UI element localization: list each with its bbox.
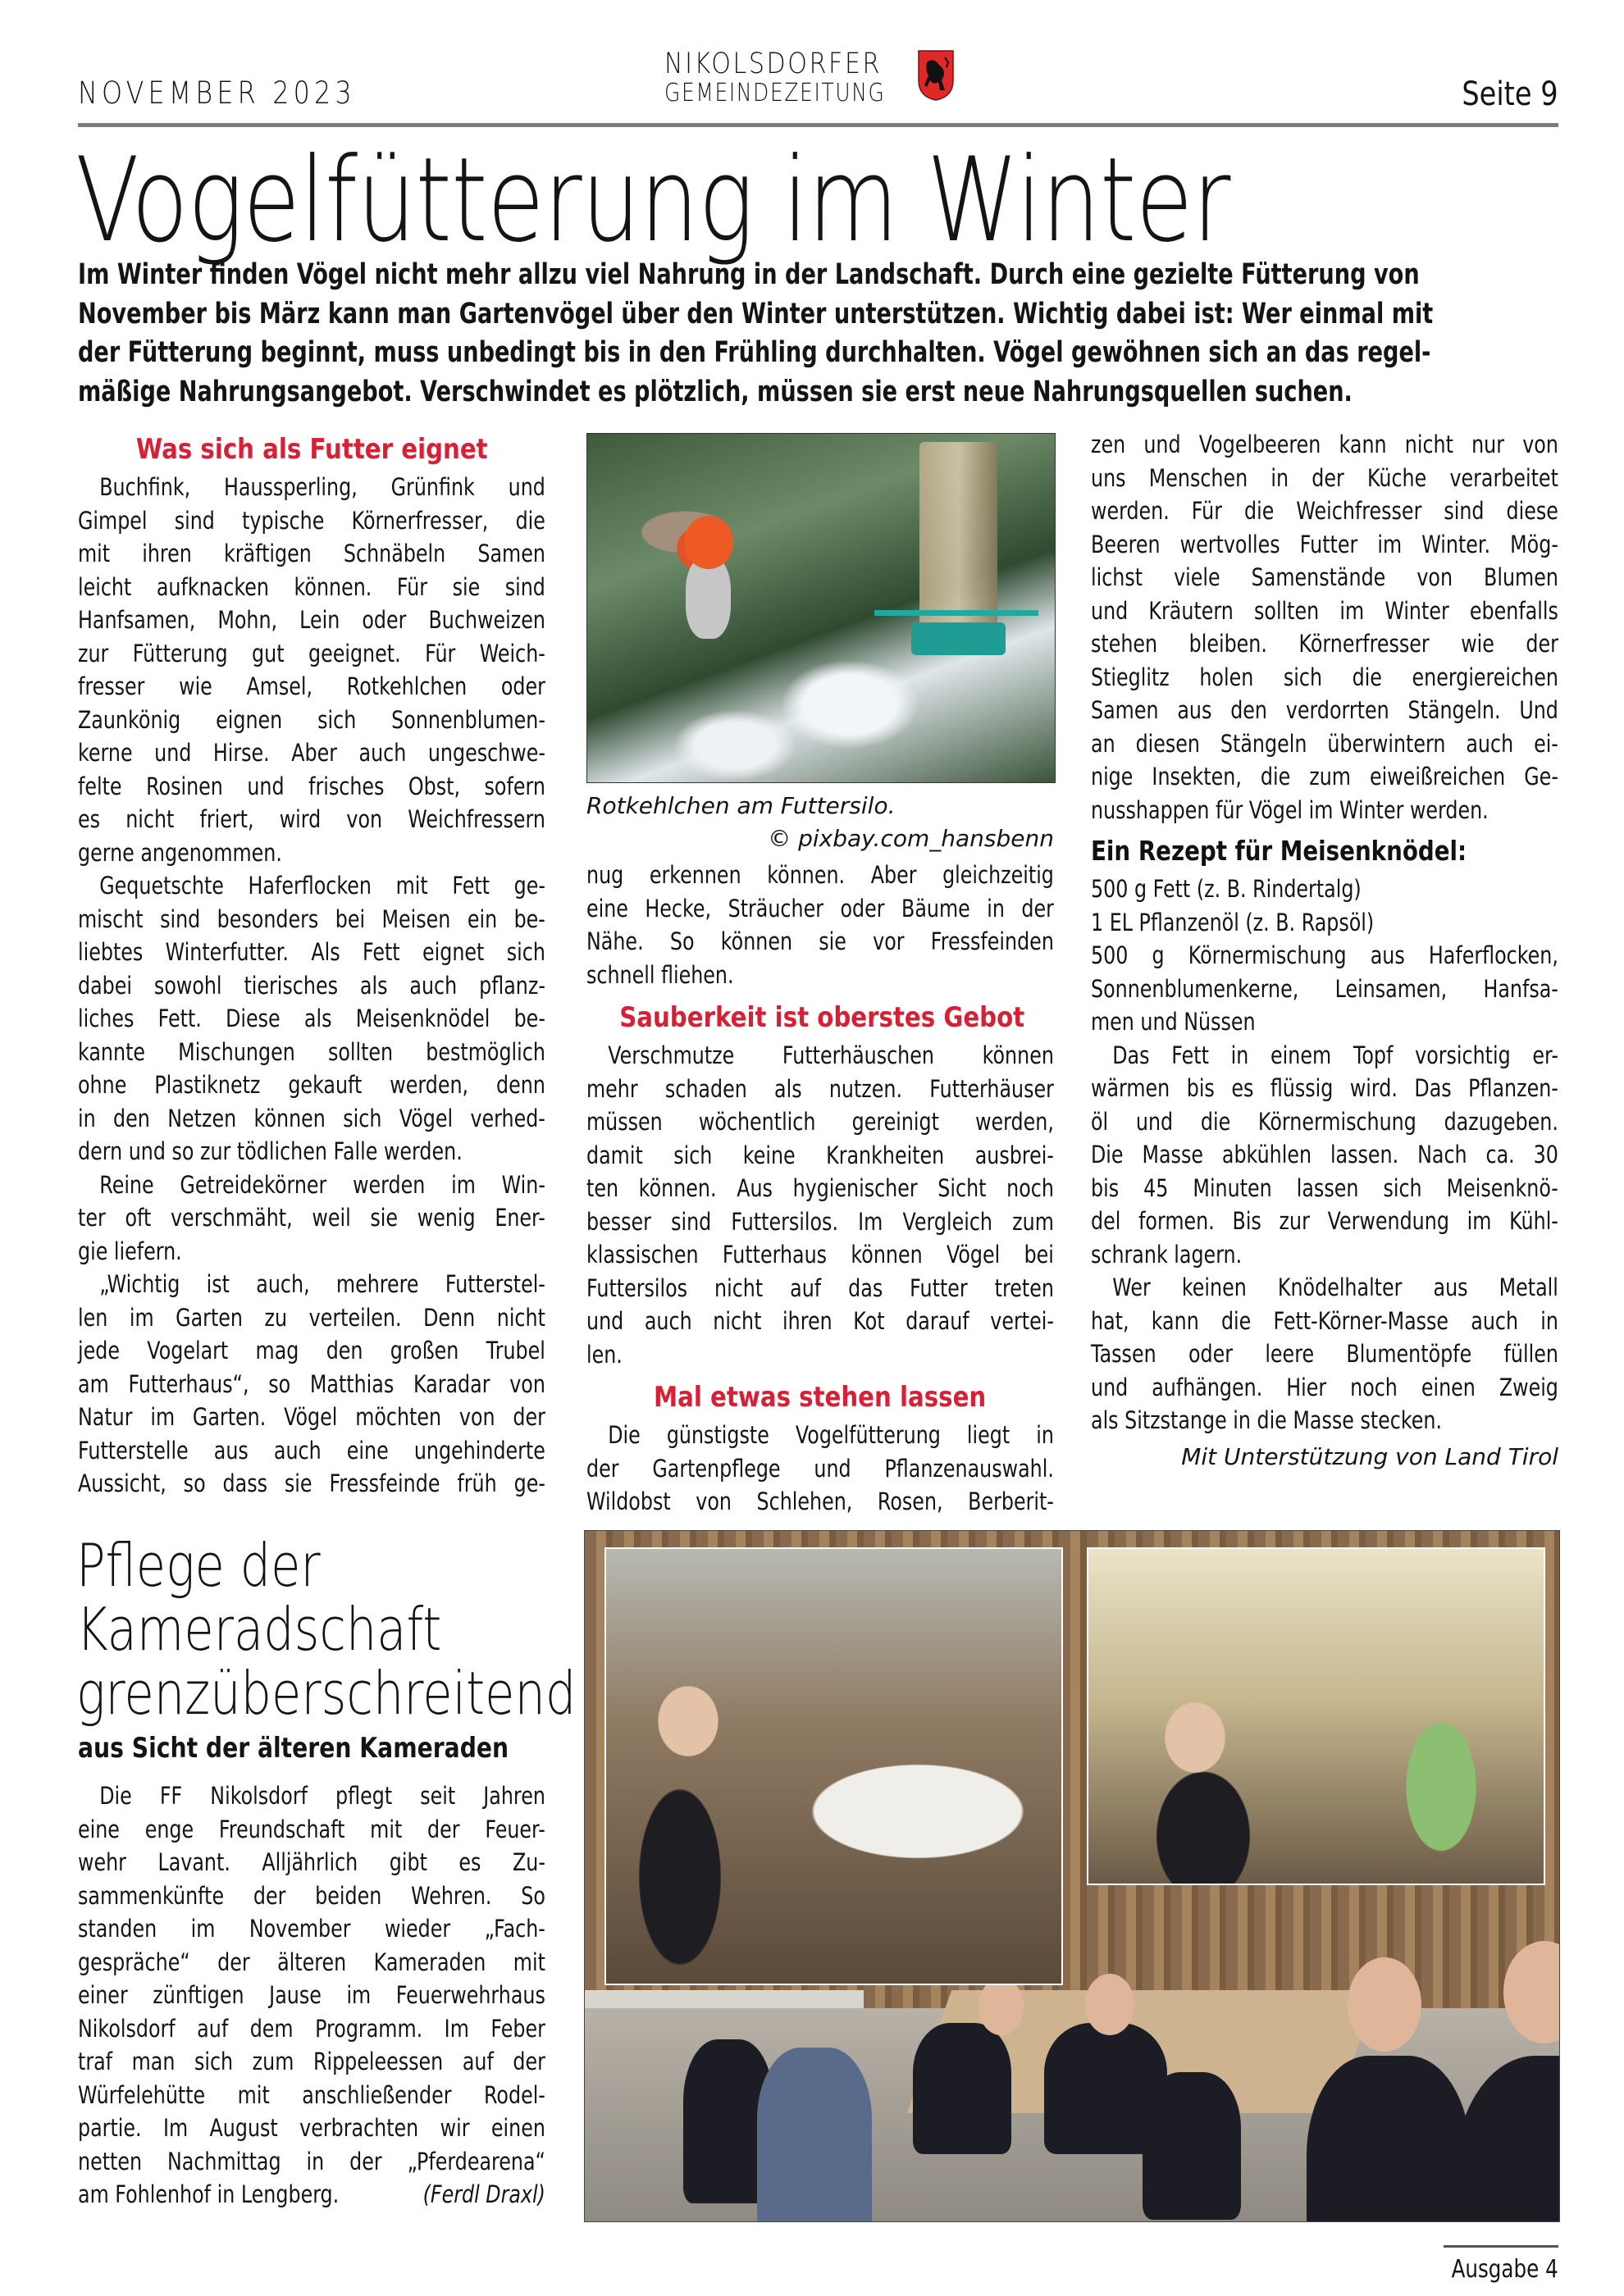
text-line: Buchfink, Haussperling, Grünfink und bbox=[99, 473, 545, 501]
text-line: an diesen Stängeln überwintern auch ei- bbox=[1091, 729, 1558, 758]
column-middle-body-c bbox=[586, 1419, 1054, 1519]
robin-photo bbox=[586, 433, 1056, 783]
inset-photo-indoor-1 bbox=[604, 1547, 1063, 1985]
text-line: ohne Plastiknetz gekauft werden, denn bbox=[78, 1071, 545, 1099]
text-line: sammenkünfte der beiden Wehren. So bbox=[78, 1881, 545, 1910]
photo-person bbox=[1143, 2072, 1241, 2220]
text-line: schrank lagern. bbox=[1091, 1240, 1243, 1269]
column-right-body-a bbox=[1091, 428, 1558, 827]
text-line: werden. Für die Weichfresser sind diese bbox=[1091, 497, 1558, 525]
text-line: Nikolsdorf auf dem Programm. Im Feber bbox=[78, 2014, 545, 2043]
ingredient-line: Sonnenblumenkerne, Leinsamen, Hanfsa- bbox=[1091, 974, 1558, 1003]
photo-person-standing bbox=[1307, 2056, 1471, 2222]
issue-number: Ausgabe 4 bbox=[1451, 2255, 1558, 2284]
text-line: nusshappen für Vögel im Winter werden. bbox=[1091, 795, 1489, 824]
text-line: Beeren wertvolles Futter im Winter. Mög- bbox=[1091, 530, 1558, 558]
page-number: Seite 9 bbox=[1462, 75, 1558, 113]
text-line: len im Garten zu verteilen. Denn nicht bbox=[78, 1303, 545, 1332]
photo-person bbox=[913, 2023, 1011, 2154]
text-line: Nähe. So können sie vor Fressfeinden bbox=[586, 927, 1054, 955]
photo-caption: Rotkehlchen am Futtersilo. bbox=[586, 792, 896, 819]
text-line: einer zünftigen Jause im Feuerwehrhaus bbox=[78, 1981, 545, 2009]
text-line: bis 45 Minuten lassen sich Meisenknö- bbox=[1091, 1173, 1558, 1202]
text-line: gie liefern. bbox=[78, 1237, 182, 1265]
ingredient-line: 1 EL Pflanzenöl (z. B. Rapsöl) bbox=[1091, 908, 1375, 936]
text-line: jede Vogelart mag den großen Trubel bbox=[78, 1337, 545, 1364]
feeder-silo bbox=[919, 442, 997, 631]
text-line: und Kräutern sollten im Winter ebenfalls bbox=[1091, 596, 1558, 625]
text-line: Hanfsamen, Mohn, Lein oder Buchweizen bbox=[78, 606, 545, 634]
text-line: liches Fett. Diese als Meisenknödel be- bbox=[78, 1004, 545, 1032]
text-line: stehen bleiben. Körnerfresser wie der bbox=[1091, 630, 1558, 658]
header-rule bbox=[78, 123, 1558, 127]
photo-face bbox=[1085, 1974, 1134, 2035]
text-line: Tassen oder leere Blumentöpfe füllen bbox=[1091, 1340, 1558, 1368]
text-line: ten können. Aus hygienischer Sicht noch bbox=[586, 1174, 1054, 1202]
inset-photo-indoor-2 bbox=[1087, 1547, 1545, 1885]
closing-line bbox=[78, 2178, 545, 2212]
section-heading-sauberkeit: Sauberkeit ist oberstes Gebot bbox=[619, 1001, 1025, 1034]
text-line: len. bbox=[586, 1340, 623, 1369]
text-line: gespräche“ der älteren Kameraden mit bbox=[78, 1947, 545, 1976]
text-line: partie. Im August verbrachten wir einen bbox=[78, 2114, 545, 2142]
column-right bbox=[1091, 428, 1558, 1474]
text-line: am Fohlenhof in Lengberg. bbox=[78, 2180, 340, 2208]
issue-date: NOVEMBER 2023 bbox=[78, 75, 356, 111]
ingredient-line: 500 g Körnermischung aus Haferflocken, bbox=[1091, 941, 1558, 969]
text-line: ter oft verschmäht, weil sie wenig Ener- bbox=[78, 1204, 545, 1232]
text-line: mit ihren kräftigen Schnäbeln Samen bbox=[78, 540, 545, 567]
support-credit: Mit Unterstützung von Land Tirol bbox=[1181, 1442, 1558, 1470]
text-line: zur Fütterung gut geeignet. Für Weich- bbox=[78, 639, 545, 667]
text-line: und auch nicht ihren Kot darauf vertei- bbox=[586, 1307, 1054, 1335]
text-line: besser sind Futtersilos. Im Vergleich zum bbox=[586, 1207, 1054, 1236]
text-line: mischt sind besonders bei Meisen ein be- bbox=[78, 904, 545, 933]
column-middle bbox=[586, 428, 1054, 1519]
text-line: kerne und Hirse. Aber auch ungeschwe- bbox=[78, 739, 545, 767]
text-line: „Wichtig ist auch, mehrere Futterstel- bbox=[99, 1270, 545, 1298]
article2-subtitle: aus Sicht der älteren Kameraden bbox=[78, 1732, 509, 1765]
intro-line: mäßige Nahrungsangebot. Verschwindet es plötzlich, müssen sie erst neue Nahrungsquellen suchen. bbox=[78, 375, 1353, 408]
text-line: dabei sowohl tierisches als auch pflanz- bbox=[78, 971, 545, 1000]
text-line: fresser wie Amsel, Rotkehlchen oder bbox=[78, 672, 545, 700]
column-left bbox=[78, 428, 545, 1501]
article2-title-line: grenzüberschreitend bbox=[76, 1659, 577, 1728]
text-line: del formen. Bis zur Verwendung im Kühl- bbox=[1091, 1207, 1558, 1235]
text-line: nug erkennen können. Aber gleichzeitig bbox=[586, 861, 1054, 889]
text-line: Zaunkönig eignen sich Sonnenblumen- bbox=[78, 705, 545, 734]
footer-rule bbox=[1444, 2245, 1558, 2248]
text-line: kannte Mischungen sollten bestmöglich bbox=[78, 1037, 545, 1066]
text-line: lichst viele Samenstände von Blumen bbox=[1091, 563, 1558, 591]
text-line: liebtes Winterfutter. Als Fett eignet sich bbox=[78, 938, 545, 966]
recipe-heading: Ein Rezept für Meisenknödel: bbox=[1091, 835, 1467, 867]
intro-line: Im Winter finden Vögel nicht mehr allzu viel Nahrung in der Landschaft. Durch eine gezielte Fütterung von bbox=[78, 258, 1420, 291]
text-line: nige Insekten, die zum eiweißreichen Ge- bbox=[1091, 763, 1558, 790]
text-line: Aussicht, so dass sie Fressfeinde früh ge- bbox=[78, 1469, 545, 1497]
photo-face bbox=[1348, 1957, 1421, 2052]
text-line: leicht aufknacken können. Für sie sind bbox=[78, 572, 545, 601]
intro-line: der Fütterung beginnt, muss unbedingt bis in den Frühling durchhalten. Vögel gewöhnen sich an das regel- bbox=[78, 336, 1431, 369]
text-line: gerne angenommen. bbox=[78, 838, 282, 867]
text-line: felte Rosinen und frisches Obst, sofern bbox=[78, 772, 545, 800]
text-line: Wildobst von Schlehen, Rosen, Berberit- bbox=[586, 1487, 1054, 1515]
text-line: traf man sich zum Rippeleessen auf der bbox=[78, 2048, 545, 2075]
article2-title-line: Pflege der bbox=[76, 1531, 321, 1600]
text-line: dern und so zur tödlichen Falle werden. bbox=[78, 1137, 463, 1165]
photo-person bbox=[757, 2048, 872, 2222]
column-middle-body-a bbox=[586, 859, 1054, 991]
photo-credit: © pixbay.com_hansbenn bbox=[768, 825, 1054, 852]
text-line: Die günstigste Vogelfütterung liegt in bbox=[608, 1421, 1054, 1449]
feeder-base bbox=[911, 622, 1006, 655]
article-title: Vogelfütterung im Winter bbox=[75, 133, 1230, 268]
text-line: hat, kann die Fett-Körner-Masse auch in bbox=[1091, 1306, 1558, 1335]
column-right-body-b bbox=[1091, 1039, 1558, 1437]
text-line: Stieglitz holen sich die energiereichen bbox=[1091, 663, 1558, 691]
text-line: eine enge Freundschaft mit der Feuer- bbox=[78, 1815, 545, 1843]
masthead-line2: GEMEINDEZEITUNG bbox=[664, 79, 886, 107]
photo-face bbox=[979, 1978, 1024, 2035]
section-heading-stehen-lassen: Mal etwas stehen lassen bbox=[654, 1381, 987, 1414]
text-line: Gimpel sind typische Körnerfresser, die bbox=[78, 506, 545, 535]
article2-body-text bbox=[78, 1779, 545, 2212]
text-line: Futtersilos nicht auf das Futter treten bbox=[586, 1273, 1054, 1302]
section-heading-futter: Was sich als Futter eignet bbox=[135, 433, 488, 466]
text-line: Wer keinen Knödelhalter aus Metall bbox=[1112, 1273, 1558, 1301]
text-line: Die Masse abkühlen lassen. Nach ca. 30 bbox=[1091, 1141, 1558, 1168]
text-line: wärmen bis es flüssig wird. Das Pflanzen- bbox=[1091, 1074, 1558, 1102]
text-line: Die FF Nikolsdorf pflegt seit Jahren bbox=[99, 1782, 545, 1810]
text-line: Gequetschte Haferflocken mit Fett ge- bbox=[99, 872, 545, 900]
text-line: Futterstelle aus auch eine ungehinderte bbox=[78, 1436, 545, 1465]
text-line: Samen aus den verdorrten Stängeln. Und bbox=[1091, 696, 1558, 724]
recipe-ingredients bbox=[1091, 872, 1558, 1039]
text-line: Würfelehütte mit anschließender Rodel- bbox=[78, 2080, 545, 2109]
ingredient-line: 500 g Fett (z. B. Rindertalg) bbox=[1091, 875, 1362, 903]
text-line: am Futterhaus“, so Matthias Karadar von bbox=[78, 1369, 545, 1398]
text-line: wehr Lavant. Alljährlich gibt es Zu- bbox=[78, 1848, 545, 1876]
text-line: es nicht friert, wird von Weichfressern bbox=[78, 805, 545, 833]
robin-body bbox=[686, 557, 731, 639]
text-line: netten Nachmittag in der „Pferdearena“ bbox=[78, 2147, 545, 2175]
text-line: zen und Vogelbeeren kann nicht nur von bbox=[1091, 430, 1558, 458]
text-line: standen im November wieder „Fach- bbox=[78, 1915, 545, 1943]
text-line: uns Menschen in der Küche verarbeitet bbox=[1091, 463, 1558, 492]
text-line: in den Netzen können sich Vögel verhed- bbox=[78, 1104, 545, 1132]
masthead-line1: NIKOLSDORFER bbox=[664, 48, 883, 80]
column-middle-body-b bbox=[586, 1039, 1054, 1371]
text-line: Das Fett in einem Topf vorsichtig er- bbox=[1112, 1041, 1558, 1069]
text-line: schnell fliehen. bbox=[586, 960, 734, 989]
feeder-perch bbox=[874, 610, 1038, 616]
text-line: eine Hecke, Sträucher oder Bäume in der bbox=[586, 894, 1054, 922]
intro-line: November bis März kann man Gartenvögel über den Winter unterstützen. Wichtig dabei ist: Wer einmal mit bbox=[78, 297, 1434, 330]
text-line: klassischen Futterhaus können Vögel bei bbox=[586, 1241, 1054, 1269]
text-line: als Sitzstange in die Masse stecken. bbox=[1091, 1406, 1443, 1434]
article-intro bbox=[78, 256, 1558, 412]
ingredient-line: men und Nüssen bbox=[1091, 1008, 1256, 1036]
column-left-body bbox=[78, 471, 545, 1501]
article2-body bbox=[78, 1779, 545, 2212]
masthead-logo bbox=[664, 48, 976, 113]
text-line: damit sich keine Krankheiten ausbrei- bbox=[586, 1141, 1054, 1169]
text-line: und aufhängen. Hier noch einen Zweig bbox=[1091, 1373, 1558, 1401]
coat-of-arms-icon bbox=[917, 49, 955, 102]
article2-author: (Ferdl Draxl) bbox=[422, 2180, 545, 2208]
text-line: Natur im Garten. Vögel möchten von der bbox=[78, 1403, 545, 1431]
text-line: Reine Getreidekörner werden im Win- bbox=[99, 1170, 545, 1199]
text-line: der Gartenpflege und Pflanzenauswahl. bbox=[586, 1454, 1054, 1483]
text-line: müssen wöchentlich gereinigt werden, bbox=[586, 1108, 1054, 1136]
group-photo bbox=[584, 1530, 1560, 2222]
text-line: öl und die Körnermischung dazugeben. bbox=[1091, 1107, 1558, 1136]
robin-breast bbox=[684, 516, 733, 569]
article2-title-line: Kameradschaft bbox=[76, 1595, 442, 1664]
text-line: mehr schaden als nutzen. Futterhäuser bbox=[586, 1074, 1054, 1103]
text-line: Verschmutze Futterhäuschen können bbox=[608, 1041, 1054, 1069]
